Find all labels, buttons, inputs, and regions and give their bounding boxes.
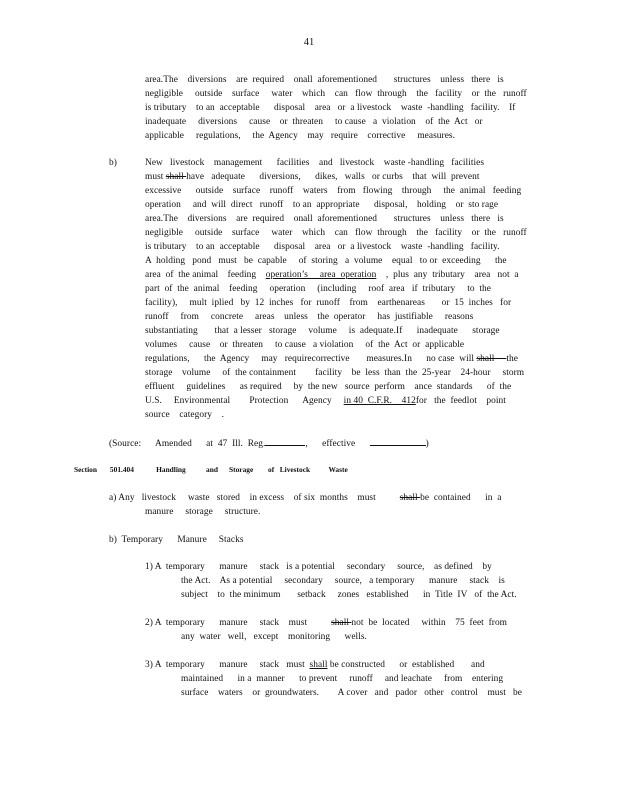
text-line: 1) A temporary manure stack is a potential secondary source, as defined by (145, 562, 492, 572)
text-line: 3) A temporary manure stack must shall be constructed or established and (145, 660, 485, 670)
text-line: facility), mult iplied by 12 inches for runoff from earthenareas or 15 inches for (145, 298, 512, 308)
text-line: part of the animal feeding operation (including roof area if tributary to the (145, 284, 491, 294)
struck-text: shall (331, 618, 352, 628)
text-line: negligible outside surface water which can flow through the facility or the runoff (145, 228, 527, 238)
page-number: 41 (303, 37, 315, 48)
blank-line (265, 436, 305, 446)
text-line: is tributary to an acceptable disposal area or a livestock waste -handling facility. (145, 242, 500, 252)
text-line: manure storage structure. (145, 507, 261, 517)
underlined-text: in 40 C.F.R. 412 (343, 396, 416, 406)
struck-text: shall (165, 172, 187, 182)
blank-line (370, 436, 426, 446)
text-line: inadequate diversions cause or threaten to cause a violation of the Act or (145, 117, 483, 127)
text-line: 2) A temporary manure stack must shall not be located within 75 feet from (145, 618, 508, 628)
text-line: storage volume of the containment facility be less than the 25-year 24-hour storm (145, 368, 525, 378)
text-line: A holding pond must be capable of storing a volume equal to or exceeding the (145, 256, 507, 266)
text-line: must shall have adequate diversions, dikes, walls or curbs that will prevent (145, 172, 480, 182)
text-line: New livestock management facilities and livestock waste -handling facilities (145, 158, 485, 168)
text-line: source category . (145, 410, 224, 420)
text-line: the Act. As a potential secondary source, a temporary manure stack is (181, 576, 505, 586)
text-line: maintained in a manner to prevent runoff and leachate from entering (181, 674, 504, 684)
text-line: effluent guidelines as required by the new source perform ance standards of the (145, 382, 512, 392)
underlined-text: operation’s area operation (265, 270, 377, 280)
section-number: Section 501.404 (74, 465, 134, 474)
item-b-heading: b) Temporary Manure Stacks (109, 535, 244, 545)
text-line: area.The diversions are required onall aforementioned structures unless there is (145, 214, 504, 224)
text-line: regulations, the Agency may requirecorrective measures.In no case will shall the (145, 354, 519, 364)
struck-text: shall (399, 493, 421, 503)
struck-text: shall (476, 354, 507, 364)
text-line: any water well, except monitoring wells. (181, 632, 367, 642)
text-line: operation and will direct runoff to an appropriate disposal, holding or sto rage (145, 200, 499, 210)
text-line: is tributary to an acceptable disposal area or a livestock waste -handling facility. If (145, 103, 516, 113)
underlined-text: shall (309, 660, 328, 670)
text-line: surface waters or groundwaters. A cover and pador other control must be (181, 688, 523, 698)
section-heading (74, 465, 348, 474)
text-line: U.S. Environmental Protection Agency in 40 C.F.R. 412for the feedlot point (145, 396, 506, 406)
text-line: area of the animal feeding operation’s area operation , plus any tributary area not a (145, 270, 519, 280)
text-line: a) Any livestock waste stored in excess of six months must shall be contained in a (109, 493, 502, 503)
source-note: (Source: Amended at 47 Ill. Reg. , effective ) (109, 436, 429, 450)
text-line: applicable regulations, the Agency may require corrective measures. (145, 131, 456, 141)
paragraph-marker: b) (109, 158, 117, 168)
section-title: Handling and Storage of Livestock Waste (156, 465, 348, 474)
text-line: runoff from concrete areas unless the operator has justifiable reasons (145, 312, 474, 322)
text-line: area.The diversions are required onall aforementioned structures unless there is (145, 75, 504, 85)
text-line: volumes cause or threaten to cause a violation of the Act or applicable (145, 340, 465, 350)
text-line: subject to the minimum setback zones established in Title IV of the Act. (181, 590, 517, 600)
text-line: negligible outside surface water which can flow through the facility or the runoff (145, 89, 527, 99)
text-line: excessive outside surface runoff waters from flowing through the animal feeding (145, 186, 522, 196)
text-line: substantiating that a lesser storage volume is adequate.If inadequate storage (145, 326, 500, 336)
